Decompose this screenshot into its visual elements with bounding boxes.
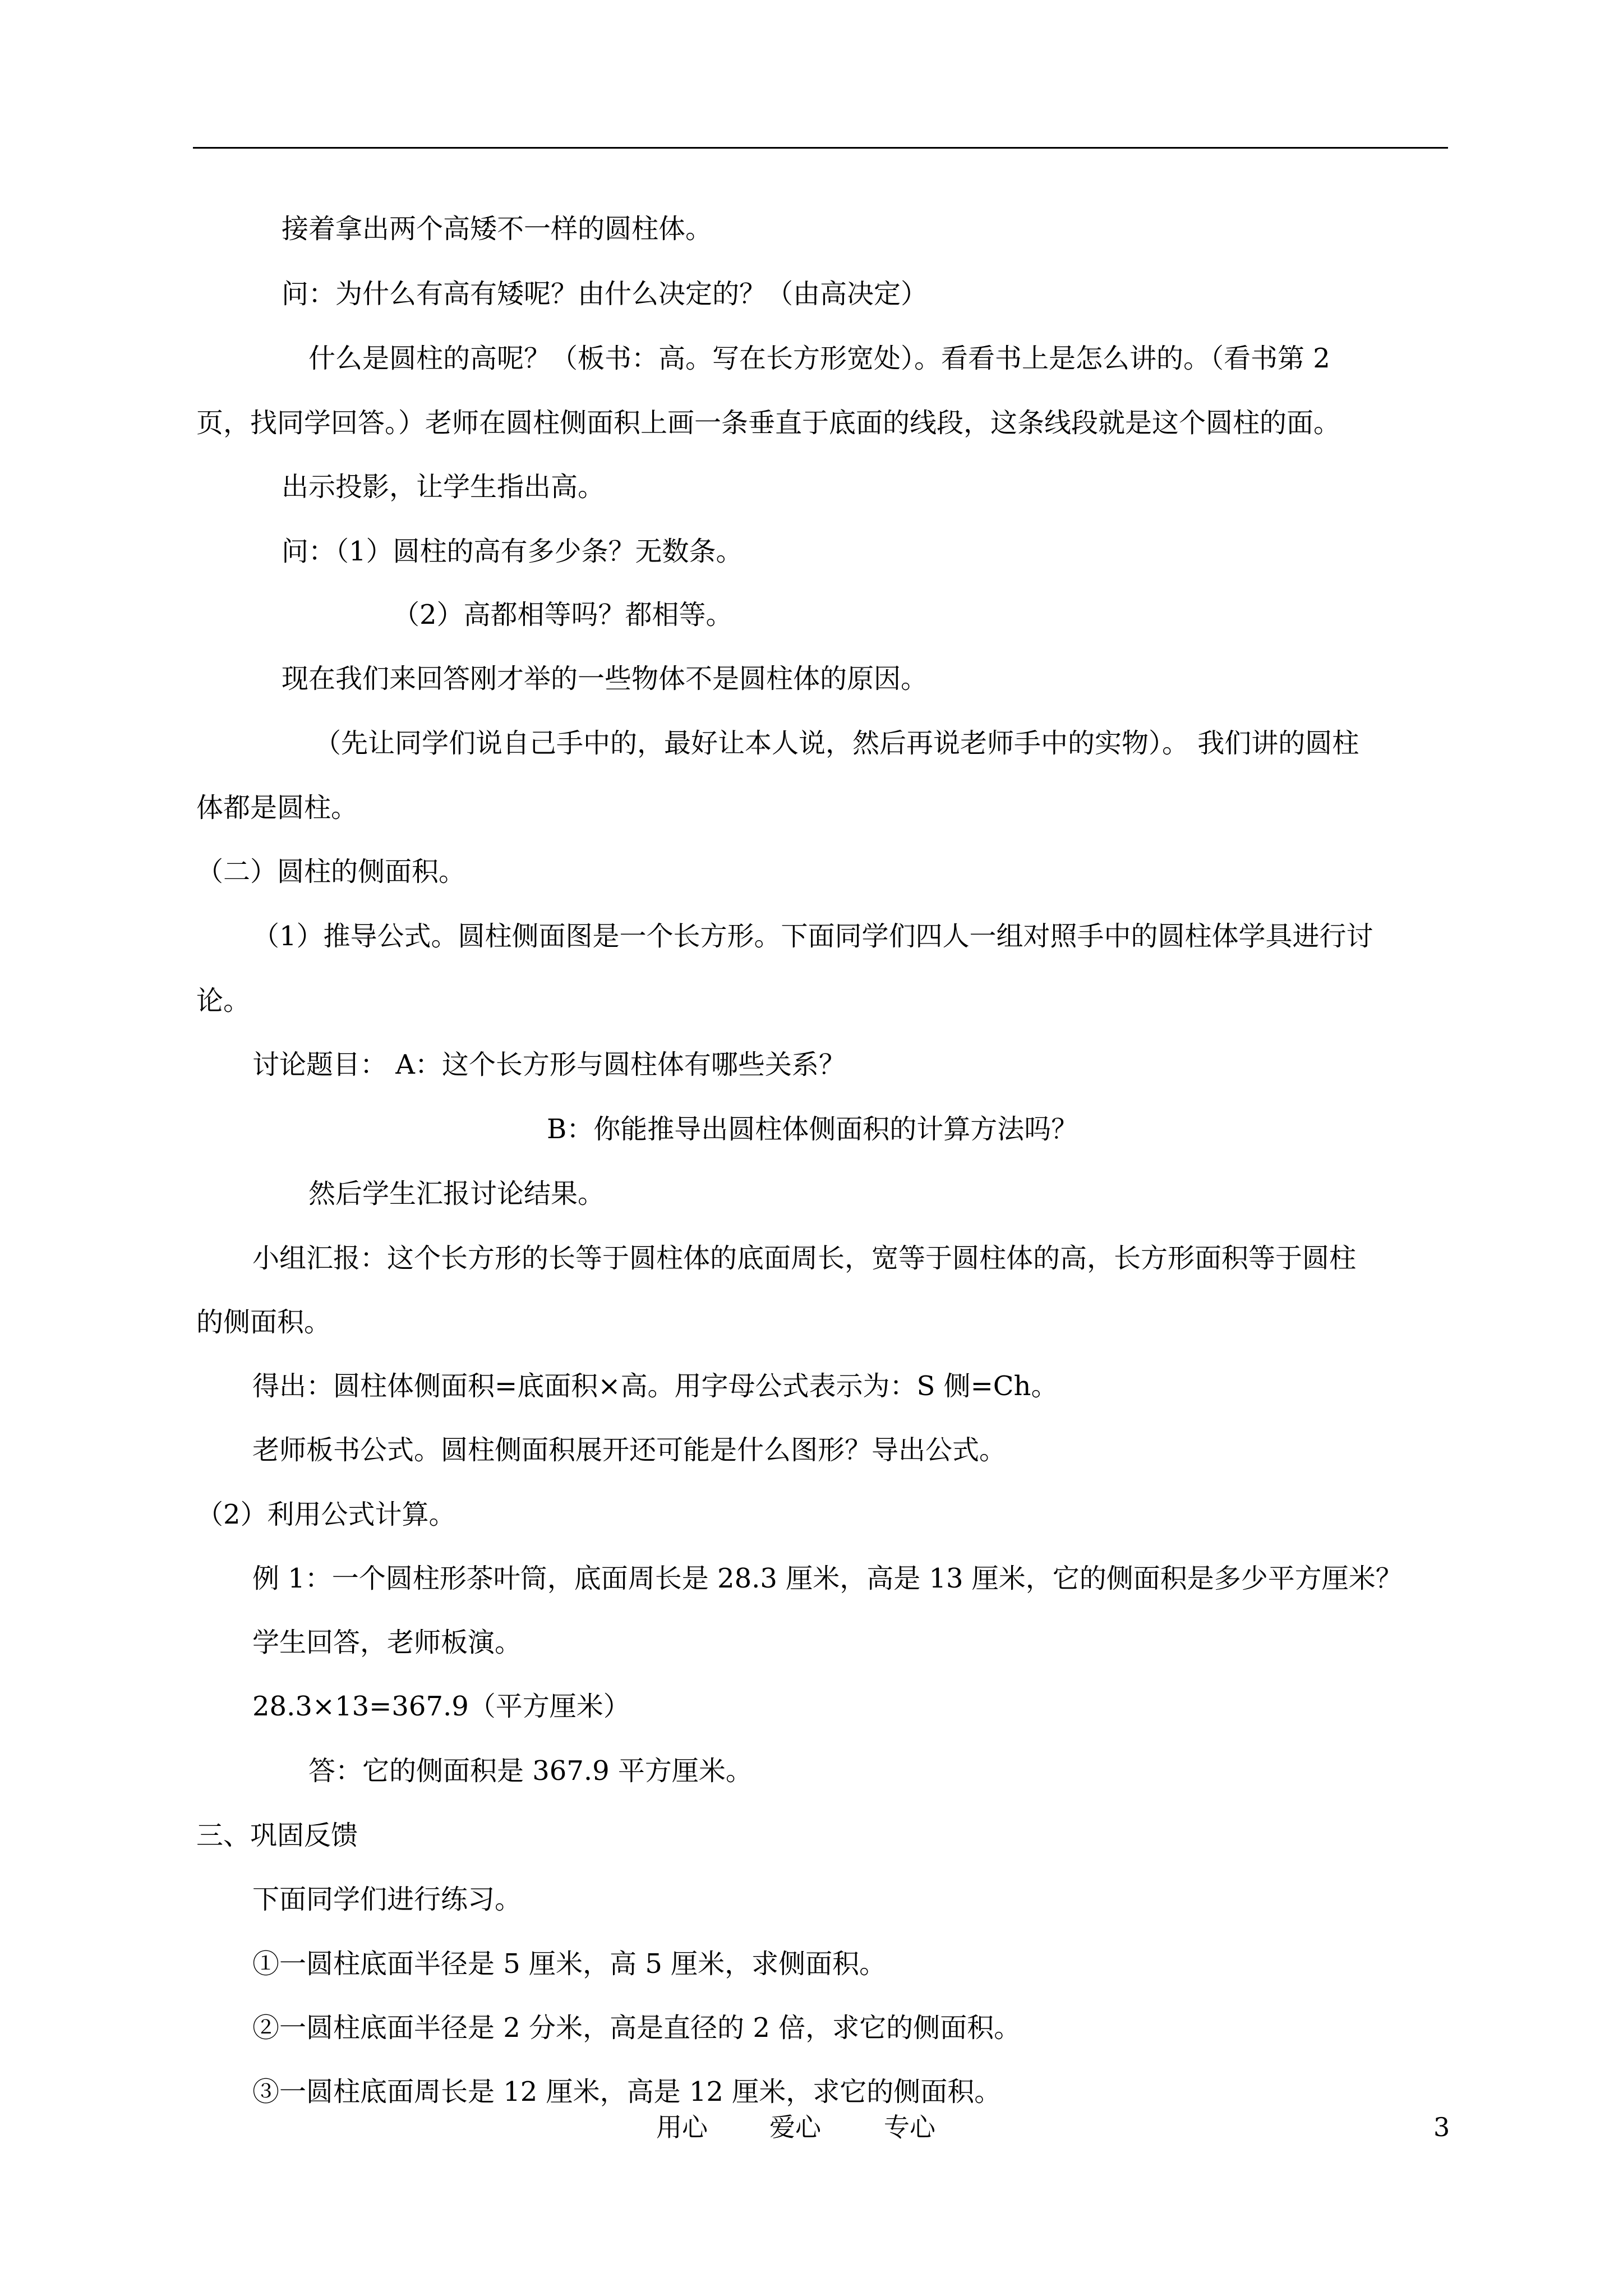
text-line: 28.3×13=367.9（平方厘米）: [252, 1691, 630, 1722]
text-line: 的侧面积。: [196, 1306, 331, 1338]
text-line: 问：为什么有高有矮呢？由什么决定的？（由高决定）: [282, 278, 928, 310]
footer-motto-2: 爱心: [769, 2112, 821, 2142]
text-line: 体都是圆柱。: [196, 792, 358, 823]
text-line: 下面同学们进行练习。: [252, 1884, 522, 1915]
section-heading: （二）圆柱的侧面积。: [196, 856, 466, 887]
footer-motto-1: 用心: [656, 2112, 708, 2142]
exercise-item: ①一圆柱底面半径是 5 厘米，高 5 厘米，求侧面积。: [252, 1948, 887, 1980]
header-rule: [193, 147, 1448, 149]
text-line: 得出：圆柱体侧面积=底面积×高。用字母公式表示为：S 侧=Ch。: [252, 1370, 1058, 1402]
text-line: 论。: [196, 985, 251, 1016]
section-heading: 三、巩固反馈: [196, 1820, 358, 1851]
text-line: 学生回答，老师板演。: [252, 1627, 522, 1658]
text-line: 出示投影，让学生指出高。: [282, 471, 605, 503]
text-line: 问：（1）圆柱的高有多少条？无数条。: [282, 536, 743, 567]
text-line: 现在我们来回答刚才举的一些物体不是圆柱体的原因。: [282, 663, 928, 694]
section-heading: （2）利用公式计算。: [196, 1499, 456, 1530]
text-line: （2）高都相等吗？都相等。: [393, 599, 733, 631]
text-line: （1）推导公式。圆柱侧面图是一个长方形。下面同学们四人一组对照手中的圆柱体学具进行讨: [252, 921, 1373, 952]
text-line: 什么是圆柱的高呢？（板书：高。写在长方形宽处）。看看书上是怎么讲的。（看书第 2: [308, 343, 1330, 374]
footer-motto-3: 专心: [884, 2112, 935, 2142]
text-line: 小组汇报：这个长方形的长等于圆柱体的底面周长，宽等于圆柱体的高，长方形面积等于圆柱: [252, 1243, 1357, 1274]
page-number: 3: [1433, 2112, 1450, 2142]
exercise-item: ②一圆柱底面半径是 2 分米，高是直径的 2 倍，求它的侧面积。: [252, 2012, 1021, 2044]
text-line: 讨论题目： A：这个长方形与圆柱体有哪些关系？: [252, 1049, 846, 1080]
text-line: 例 1：一个圆柱形茶叶筒，底面周长是 28.3 厘米，高是 13 厘米，它的侧面积是多少平方厘米？: [252, 1563, 1403, 1594]
text-line: B：你能推导出圆柱体侧面积的计算方法吗？: [547, 1114, 1078, 1145]
text-line: 然后学生汇报讨论结果。: [308, 1178, 605, 1209]
text-line: （先让同学们说自己手中的，最好让本人说，然后再说老师手中的实物）。 我们讲的圆柱: [314, 728, 1359, 759]
exercise-item: ③一圆柱底面周长是 12 厘米，高是 12 厘米，求它的侧面积。: [252, 2076, 1002, 2108]
text-line: 接着拿出两个高矮不一样的圆柱体。: [282, 213, 713, 245]
text-line: 老师板书公式。圆柱侧面积展开还可能是什么图形？导出公式。: [252, 1434, 1007, 1466]
text-line: 答：它的侧面积是 367.9 平方厘米。: [308, 1755, 753, 1787]
text-line: 页，找同学回答。）老师在圆柱侧面积上画一条垂直于底面的线段，这条线段就是这个圆柱的面。: [196, 407, 1341, 439]
